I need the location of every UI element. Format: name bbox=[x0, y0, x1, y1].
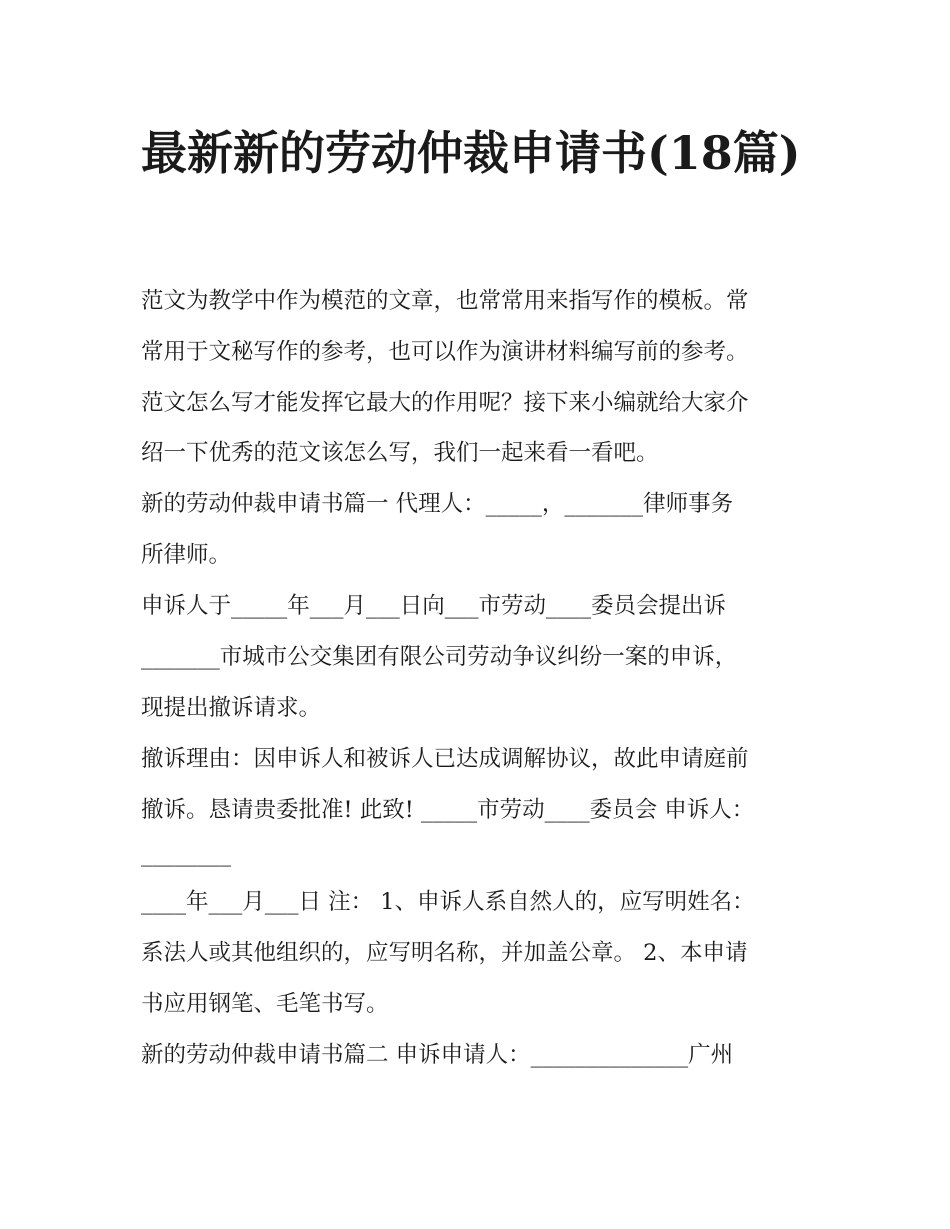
body-line: _______市城市公交集团有限公司劳动争议纠纷一案的申诉， bbox=[141, 644, 738, 670]
body-line: 常用于文秘写作的参考，也可以作为演讲材料编写前的参考。 bbox=[141, 339, 749, 365]
body-line: 书应用钢笔、毛笔书写。 bbox=[141, 991, 389, 1017]
body-line: ________ bbox=[141, 841, 231, 867]
body-line: 所律师。 bbox=[141, 542, 232, 568]
section-heading-line: 新的劳动仲裁申请书篇二 申诉申请人：______________广州 bbox=[141, 1042, 734, 1068]
body-line: ____年___月___日 注： 1、申诉人系自然人的，应写明姓名： bbox=[141, 889, 755, 915]
document-title: 最新新的劳动仲裁申请书(18篇) bbox=[141, 126, 801, 180]
body-line: 绍一下优秀的范文该怎么写，我们一起来看一看吧。 bbox=[141, 440, 659, 466]
body-line: 系法人或其他组织的，应写明名称，并加盖公章。 2、本申请 bbox=[141, 940, 748, 966]
body-line: 范文为教学中作为模范的文章，也常常用来指写作的模板。常 bbox=[141, 288, 749, 314]
body-line: 现提出撤诉请求。 bbox=[141, 695, 322, 721]
body-line: 申诉人于_____年___月___日向___市劳动____委员会提出诉 bbox=[141, 593, 727, 619]
body-line: 范文怎么写才能发挥它最大的作用呢？接下来小编就给大家介 bbox=[141, 390, 749, 416]
body-line: 撤诉理由：因申诉人和被诉人已达成调解协议，故此申请庭前 bbox=[141, 746, 749, 772]
body-line: 撤诉。恳请贵委批准! 此致! _____市劳动____委员会 申诉人： bbox=[141, 797, 755, 823]
section-heading-line: 新的劳动仲裁申请书篇一 代理人：_____，_______律师事务 bbox=[141, 491, 734, 517]
